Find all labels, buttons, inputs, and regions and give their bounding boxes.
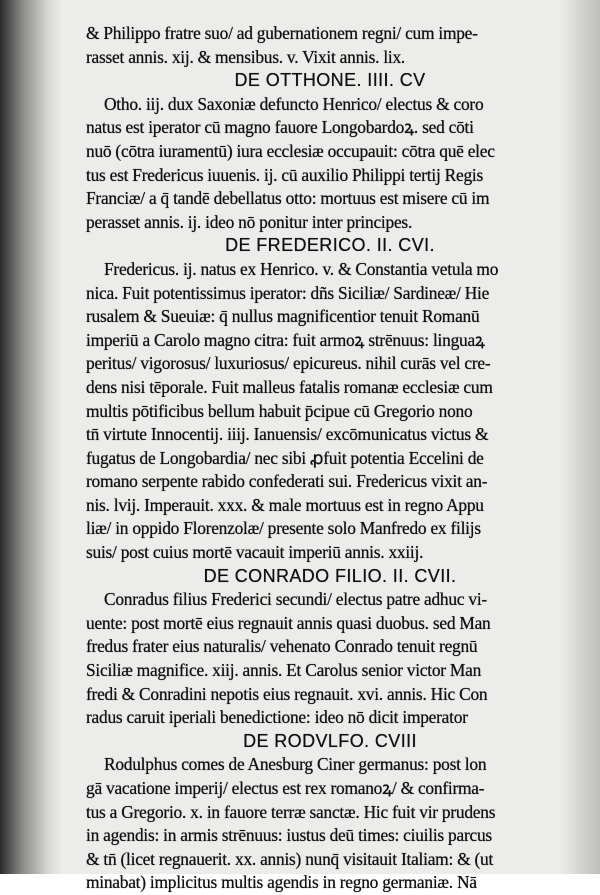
section-heading: DE FREDERICO. II. CVI. (225, 235, 435, 256)
text-line: Otho. iij. dux Saxoniæ defuncto Henrico/ electus & coro (104, 93, 484, 114)
text-line: gā vacatione imperij/ electus est rex romanoꝝ/ & confirma- (86, 778, 485, 798)
text-line: imperiū a Carolo magno citra: fuit armoꝝ strēnuus: linguaꝝ (86, 329, 485, 350)
text-line: liæ/ in oppido Florenzolæ/ presente solo Manfredo ex filijs (86, 518, 481, 539)
text-line: Fredericus. ij. natus ex Henrico. v. & Constantia vetula mo (104, 258, 499, 279)
text-line: peritus/ vigorosus/ luxuriosus/ epicureus. nihil curās vel cre- (86, 353, 491, 374)
text-line: radus caruit iperiali benedictione: ideo nō dicit imperator (86, 707, 468, 728)
text-line: Rodulphus comes de Anesburg Ciner germanus: post lon (104, 754, 487, 775)
text-line: rasset annis. xij. & mensibus. v. Vixit annis. lix. (86, 46, 406, 67)
text-line: dens nisi tēporale. Fuit malleus fatalis romanæ ecclesiæ cum (86, 376, 493, 397)
text-line: nuō (cōtra iuramentū) iura ecclesiæ occupauit: cōtra quē elec (86, 140, 495, 161)
text-line: & Philippo fratre suo/ ad gubernationem regni/ cum impe- (86, 23, 478, 43)
text-line: tus est Fredericus iuuenis. ij. cū auxilio Philippi tertij Regis (86, 164, 483, 185)
text-line: in agendis: in armis strēnuus: iustus deū times: ciuilis parcus (86, 825, 492, 846)
text-line: tus a Gregorio. x. in fauore terræ sanctæ. Hic fuit vir prudens (86, 801, 496, 822)
text-line: rusalem & Sueuiæ: q̄ nullus magnificentior tenuit Romanū (86, 306, 480, 327)
text-line: Franciæ/ a q̄ tandē debellatus otto: mortuus est misere cū im (86, 188, 490, 209)
text-line: romano serpente rabido confederati sui. Fredericus vixit an- (86, 471, 488, 492)
text-line: tn̄ virtute Innocentij. iiij. Ianuensis/ excōmunicatus victus & (86, 424, 489, 445)
text-line: fredus frater eius naturalis/ vehenato Conrado tenuit regnū (86, 636, 478, 657)
text-line: minabat) implicitus multis agendis in regno germaniæ. Nā (86, 872, 477, 893)
text-line: suis/ post cuius mortē vacauit imperiū annis. xxiij. (86, 542, 424, 563)
text-line: Siciliæ magnifice. xiij. annis. Et Carolus senior victor Man (86, 660, 482, 681)
text-line: multis pōtificibus bellum habuit p̄cipue cū Gregorio nono (86, 400, 473, 421)
text-line: natus est iperator cū magno fauore Longobardoꝝ. sed cōti (86, 117, 474, 138)
page-gutter-shadow (0, 0, 62, 874)
text-column (86, 22, 574, 895)
text-line: nica. Fuit potentissimus iperator: dñs Siciliæ/ Sardineæ/ Hie (86, 282, 490, 303)
text-line: uente: post mortē eius regnauit annis quasi duobus. sed Man (86, 612, 491, 633)
text-line: & tn̄ (licet regnauerit. xx. annis) nunq̄ visitauit Italiam: & (ut (86, 848, 494, 869)
text-line: fredi & Conradini nepotis eius regnauit. xvi. annis. Hic Con (86, 683, 488, 704)
section-heading: DE OTTHONE. IIII. CV (234, 70, 426, 91)
text-line: nis. lvij. Imperauit. xxx. & male mortuus est in regno Appu (86, 494, 484, 515)
text-line: Conradus filius Frederici secundi/ electus patre adhuc vi- (104, 589, 487, 610)
section-heading: DE RODVLFO. CVIII (243, 730, 417, 751)
text-line: fugatus de Longobardia/ nec sibi ꝓfuit potentia Eccelini de (86, 447, 484, 468)
text-line: perasset annis. ij. ideo nō ponitur inter principes. (86, 211, 413, 232)
section-heading: DE CONRADO FILIO. II. CVII. (203, 565, 457, 586)
